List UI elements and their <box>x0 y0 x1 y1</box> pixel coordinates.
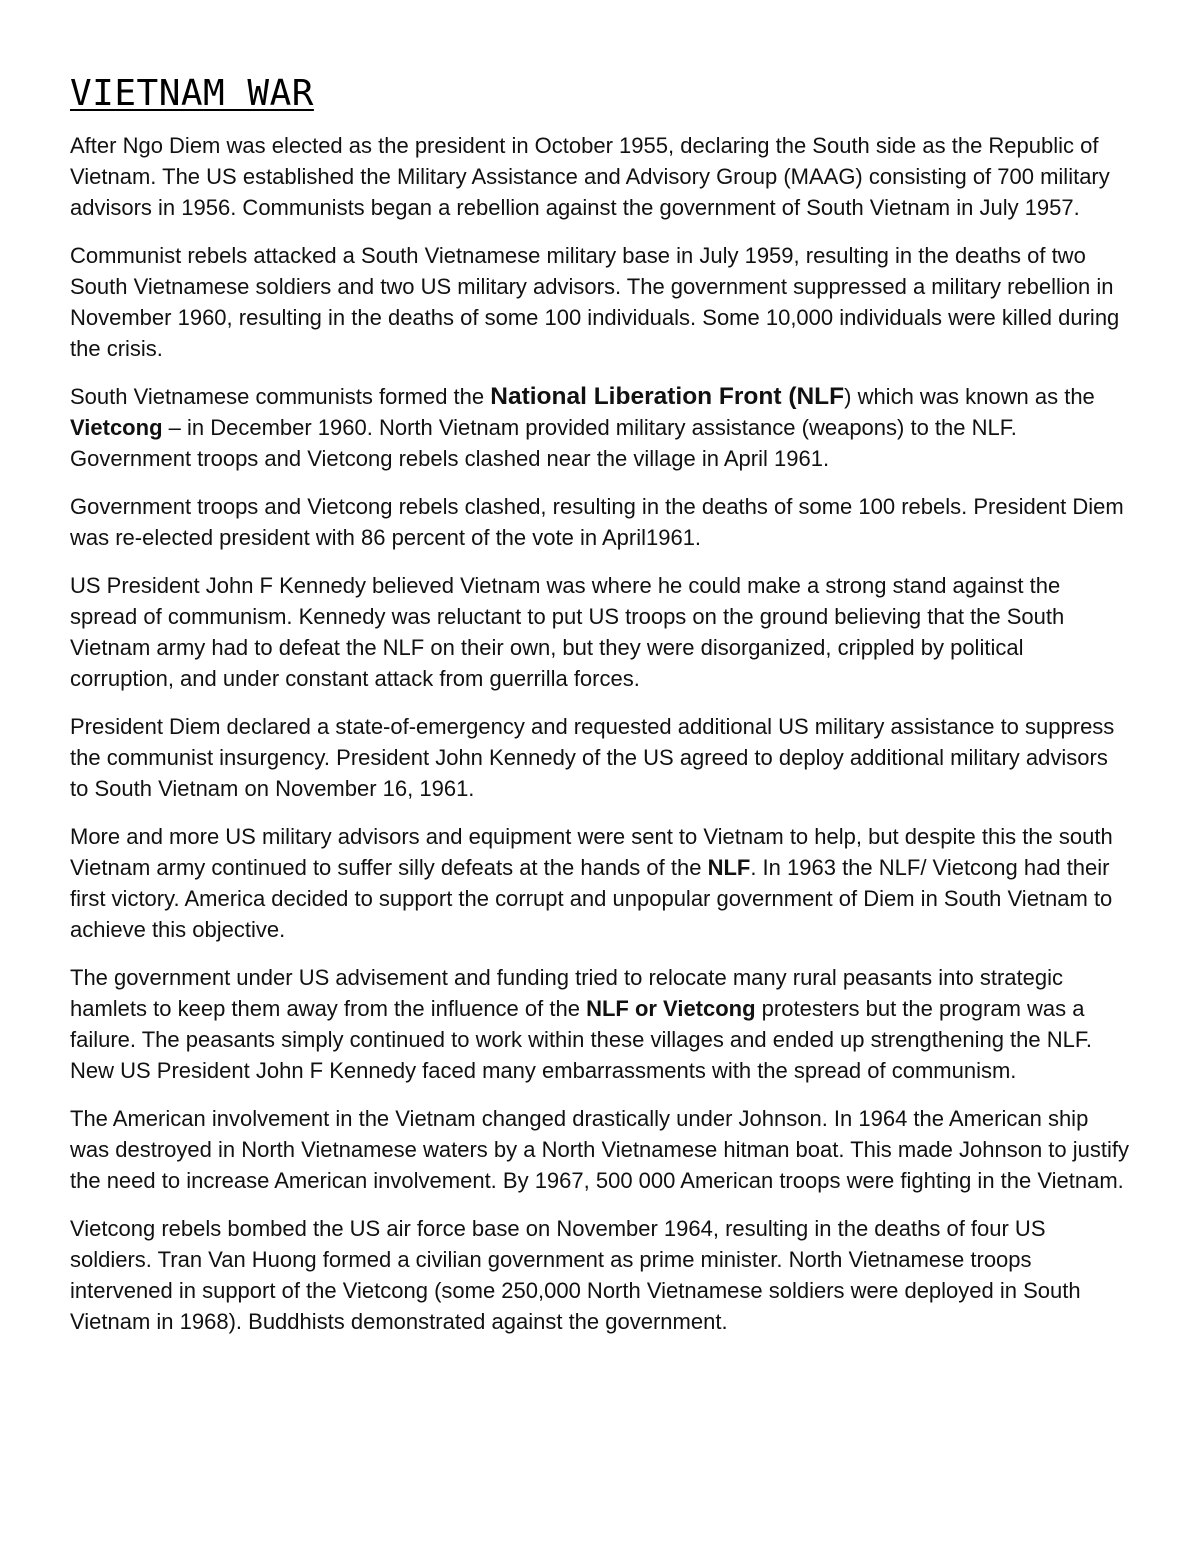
paragraph-text: US President John F Kennedy believed Vietnam was where he could make a strong stand against the spread of communism. Kennedy was reluctant to put US troops on the ground believing that the South Vietnam army had to defeat the NLF on their own, but they were disorganized, crippled by political corruption, and under constant attack from guerrilla forces. <box>70 573 1065 691</box>
nlf-term: NLF <box>707 855 751 880</box>
paragraph-6 <box>70 711 1130 804</box>
nlf-vietcong-term: NLF or Vietcong <box>586 996 756 1021</box>
paragraph-text: South Vietnamese communists formed the <box>70 384 491 409</box>
paragraph-text: – in December 1960. North Vietnam provided military assistance (weapons) to the NLF. Government troops and Vietcong rebels clashed near the village in April 1961. <box>70 415 1017 471</box>
paragraph-text: Communist rebels attacked a South Vietnamese military base in July 1959, resulting in the deaths of two South Vietnamese soldiers and two US military advisors. The government suppressed a military rebellion in November 1960, resulting in the deaths of some 100 individuals. Some 10,000 individuals were killed during the crisis. <box>70 243 1120 361</box>
paragraph-text: More and more US military advisors and equipment were sent to Vietnam to help, but despite this the south Vietnam army continued to suffer silly defeats at the hands of the <box>70 824 1113 880</box>
paragraph-1 <box>70 130 1130 223</box>
paragraph-10 <box>70 1213 1130 1337</box>
paragraph-4 <box>70 491 1130 553</box>
paragraph-text: . In 1963 the NLF/ Vietcong had their first victory. America decided to support the corrupt and unpopular government of Diem in South Vietnam to achieve this objective. <box>70 855 1113 942</box>
vietcong-term: Vietcong <box>70 415 163 440</box>
paragraph-3 <box>70 381 1130 474</box>
paragraph-text: After Ngo Diem was elected as the president in October 1955, declaring the South side as the Republic of Vietnam. The US established the Military Assistance and Advisory Group (MAAG) consisting of 700 military advisors in 1956. Communists began a rebellion against the government of South Vietnam in July 1957. <box>70 133 1110 220</box>
paragraph-7 <box>70 821 1130 945</box>
paragraph-text: President Diem declared a state-of-emergency and requested additional US military assistance to suppress the communist insurgency. President John Kennedy of the US agreed to deploy additional military advisors to South Vietnam on November 16, 1961. <box>70 714 1115 801</box>
paragraph-text: The American involvement in the Vietnam changed drastically under Johnson. In 1964 the American ship was destroyed in North Vietnamese waters by a North Vietnamese hitman boat. This made Johnson to justify the need to increase American involvement. By 1967, 500 000 American troops were fighting in the Vietnam. <box>70 1106 1129 1193</box>
paragraph-text: protesters but the program was a failure. The peasants simply continued to work within these villages and ended up strengthening the NLF. New US President John F Kennedy faced many embarrassments with the spread of communism. <box>70 996 1092 1083</box>
paragraph-text: Vietcong rebels bombed the US air force base on November 1964, resulting in the deaths of four US soldiers. Tran Van Huong formed a civilian government as prime minister. North Vietnamese troops intervened in support of the Vietcong (some 250,000 North Vietnamese soldiers were deployed in South Vietnam in 1968). Buddhists demonstrated against the government. <box>70 1216 1081 1334</box>
nlf-full-name: National Liberation Front (NLF <box>490 383 845 410</box>
paragraph-5 <box>70 570 1130 694</box>
paragraph-2 <box>70 240 1130 364</box>
paragraph-9 <box>70 1103 1130 1196</box>
document-title: VIETNAM WAR <box>70 73 314 114</box>
paragraph-8 <box>70 962 1130 1086</box>
paragraph-text: Government troops and Vietcong rebels clashed, resulting in the deaths of some 100 rebels. President Diem was re-elected president with 86 percent of the vote in April1961. <box>70 494 1124 550</box>
paragraph-text: The government under US advisement and funding tried to relocate many rural peasants into strategic hamlets to keep them away from the influence of the <box>70 965 1063 1021</box>
paragraph-text: ) which was known as the <box>844 384 1095 409</box>
